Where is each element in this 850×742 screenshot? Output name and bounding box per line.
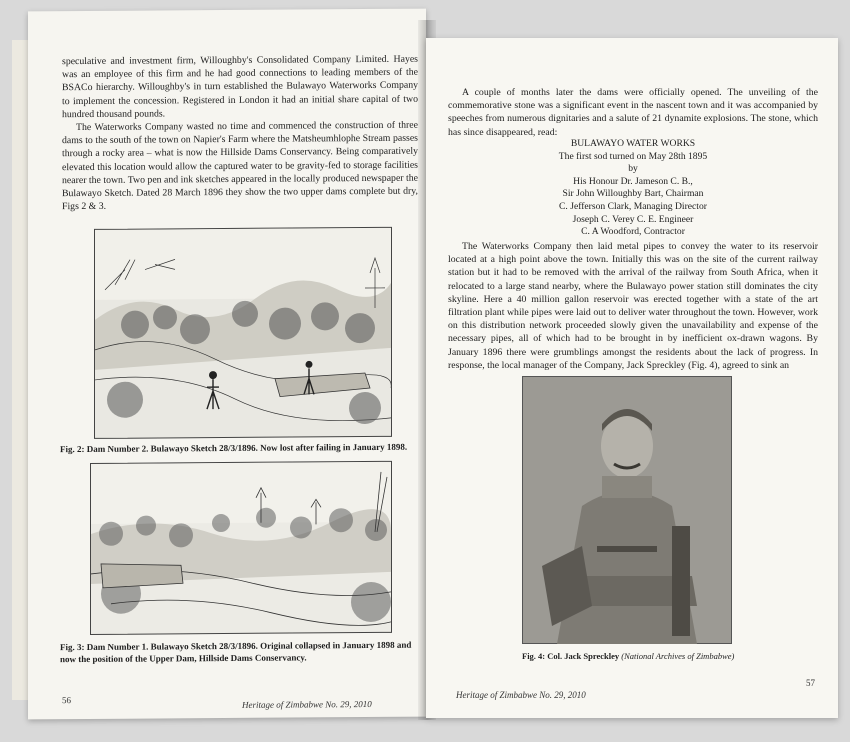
left-body-text (62, 53, 418, 214)
left-paragraph-1: speculative and investment firm, Willoughby's Consolidated Company Limited. Hayes was an employee of this firm and he had good connections to leading members of the BSACo hierarchy. Willoughby's in turn established the Bulawayo Waterworks Company to implement the concession. Registered in London it had an initial share capital of two hundred thousand pounds. (62, 53, 418, 120)
fig3-caption: Fig. 3: Dam Number 1. Bulawayo Sketch 28/3/1896. Original collapsed in January 1898 and now the position of the Upper Dam, Hillside Dams Conservancy. (60, 639, 412, 665)
fig4-caption-text: Fig. 4: Col. Jack Spreckley (522, 651, 620, 661)
commemorative-stone-inscription (448, 138, 818, 239)
inscription-line: His Honour Dr. Jameson C. B., (573, 175, 693, 187)
fig2-sketch-dam-number-2 (94, 227, 392, 439)
inscription-line: by (628, 163, 638, 175)
inscription-line: The first sod turned on May 28th 1895 (558, 150, 708, 162)
left-paragraph-2: The Waterworks Company wasted no time and commenced the construction of three dams to the south of the town on Napier's Farm where the Matsheumhlophe Stream passes through a rocky area – what is now the Hillside Dams Conservancy. Being comparatively elevated this location would allow the captured water to be gravity-fed to storage facilities nearer the town. Two pen and ink sketches appeared in the locally produced newspaper the Bulawayo Sketch. Dated 28 March 1896 they show the two upper dams complete but dry, Figs 2 & 3. (62, 119, 418, 213)
left-page-footer: Heritage of Zimbabwe No. 29, 2010 (242, 698, 372, 710)
fig4-caption (522, 650, 782, 662)
inscription-line: C. A Woodford, Contractor (581, 226, 685, 238)
fig4-source: (National Archives of Zimbabwe) (621, 651, 735, 661)
right-paragraph-1: A couple of months later the dams were officially opened. The unveiling of the commemorative stone was a significant event in the nascent town and it was accompanied by speeches from numerous dignitaries and a salute of 21 dynamite explosions. The stone, which has since disappeared, read: (448, 87, 818, 138)
inscription-line: BULAWAYO WATER WORKS (570, 138, 696, 149)
fig4-photo-jack-spreckley (522, 376, 732, 644)
fig3-sketch-dam-number-1 (90, 461, 392, 635)
right-intro-text (448, 86, 818, 139)
inscription-line: Sir John Willoughby Bart, Chairman (562, 188, 704, 200)
inscription-line: C. Jefferson Clark, Managing Director (559, 200, 707, 212)
right-page (426, 38, 838, 718)
left-page-number: 56 (62, 695, 71, 706)
fig2-caption: Fig. 2: Dam Number 2. Bulawayo Sketch 28/3/1896. Now lost after failing in January 1898. (60, 441, 408, 455)
right-page-footer: Heritage of Zimbabwe No. 29, 2010 (456, 690, 586, 700)
left-page (28, 9, 426, 720)
right-paragraph-2: The Waterworks Company then laid metal pipes to convey the water to its reservoir located at a high point above the town. Initially this was on the site of the current railway station but it had to be removed with the arrival of the railway from South Africa, when it relocated to a large stand nearby, where the Bulawayo power station still dominates the city skyline. Here a 40 million gallon reservoir was erected together with a state of the art filtration plant while pipes were laid out to deliver water throughout the town. However, work on this distribution network proceeded slowly given the unavailability and expense of the necessary pipes, all of which had to be brought in by inefficient ox-drawn wagons. By January 1896 there were grumblings amongst the residents about the lack of progress. In response, the local manager of the Company, Jack Spreckley (Fig. 4), agreed to sink an (448, 241, 818, 371)
right-body-text (448, 240, 818, 372)
right-page-number: 57 (806, 678, 815, 688)
inscription-line: Joseph C. Verey C. E. Engineer (572, 213, 694, 225)
